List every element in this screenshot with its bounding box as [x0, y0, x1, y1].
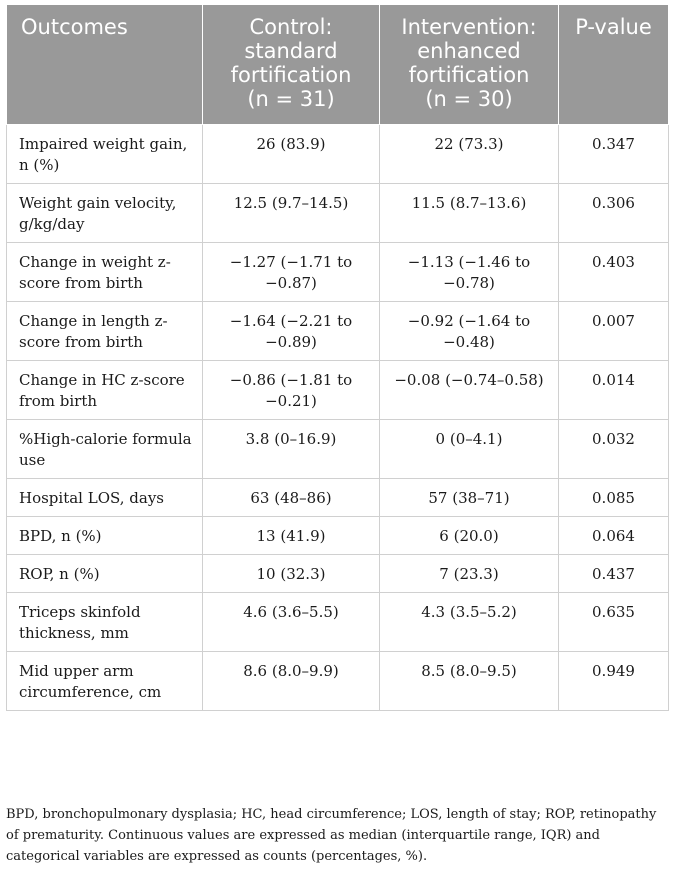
control-cell: 26 (83.9) [203, 125, 380, 184]
table-row [7, 555, 669, 593]
table-row [7, 593, 669, 652]
outcome-cell: Weight gain velocity, g/kg/day [7, 184, 203, 243]
p-value-cell: 0.949 [559, 652, 669, 711]
p-value-cell: 0.403 [559, 243, 669, 302]
table-row [7, 125, 669, 184]
header-intervention-line3: fortification [408, 63, 530, 87]
p-value-cell: 0.635 [559, 593, 669, 652]
header-p-value: P-value [559, 5, 669, 125]
header-control [203, 5, 380, 125]
intervention-cell: −0.08 (−0.74–0.58) [380, 361, 559, 420]
intervention-cell: 7 (23.3) [380, 555, 559, 593]
p-value-cell: 0.007 [559, 302, 669, 361]
p-value-cell: 0.347 [559, 125, 669, 184]
header-intervention [380, 5, 559, 125]
p-value-cell: 0.306 [559, 184, 669, 243]
header-control-line3: fortification [230, 63, 352, 87]
table-row [7, 184, 669, 243]
intervention-cell: −1.13 (−1.46 to −0.78) [380, 243, 559, 302]
intervention-cell: 57 (38–71) [380, 479, 559, 517]
table-row [7, 302, 669, 361]
p-value-cell: 0.032 [559, 420, 669, 479]
control-cell: 12.5 (9.7–14.5) [203, 184, 380, 243]
outcome-cell: BPD, n (%) [7, 517, 203, 555]
control-cell: −1.27 (−1.71 to −0.87) [203, 243, 380, 302]
table-row [7, 420, 669, 479]
outcome-cell: Change in HC z-score from birth [7, 361, 203, 420]
p-value-cell: 0.014 [559, 361, 669, 420]
outcome-cell: Mid upper arm circumference, cm [7, 652, 203, 711]
outcome-cell: %High-calorie formula use [7, 420, 203, 479]
intervention-cell: 22 (73.3) [380, 125, 559, 184]
control-cell: 10 (32.3) [203, 555, 380, 593]
p-value-cell: 0.085 [559, 479, 669, 517]
header-control-line1: Control: [249, 15, 333, 39]
control-cell: 8.6 (8.0–9.9) [203, 652, 380, 711]
intervention-cell: 0 (0–4.1) [380, 420, 559, 479]
intervention-cell: 8.5 (8.0–9.5) [380, 652, 559, 711]
control-cell: 4.6 (3.6–5.5) [203, 593, 380, 652]
outcome-cell: Impaired weight gain, n (%) [7, 125, 203, 184]
table-row [7, 479, 669, 517]
table-row [7, 517, 669, 555]
outcome-cell: Triceps skinfold thickness, mm [7, 593, 203, 652]
table-footnote: BPD, bronchopulmonary dysplasia; HC, head circumference; LOS, length of stay; ROP, retinopathy of prematurity. Continuous values are expressed as median (interquartile range, IQR) and categorical variables are expressed as counts (percentages, %). [6, 807, 657, 864]
header-control-n: (n = 31) [247, 87, 335, 111]
table-header-row [7, 5, 669, 125]
outcome-cell: ROP, n (%) [7, 555, 203, 593]
table-row [7, 243, 669, 302]
control-cell: 3.8 (0–16.9) [203, 420, 380, 479]
outcome-cell: Change in length z-score from birth [7, 302, 203, 361]
header-control-line2: standard [244, 39, 338, 63]
intervention-cell: 11.5 (8.7–13.6) [380, 184, 559, 243]
control-cell: −0.86 (−1.81 to −0.21) [203, 361, 380, 420]
outcome-cell: Change in weight z-score from birth [7, 243, 203, 302]
intervention-cell: 4.3 (3.5–5.2) [380, 593, 559, 652]
p-value-cell: 0.064 [559, 517, 669, 555]
header-intervention-line2: enhanced [417, 39, 521, 63]
intervention-cell: −0.92 (−1.64 to −0.48) [380, 302, 559, 361]
intervention-cell: 6 (20.0) [380, 517, 559, 555]
header-outcomes: Outcomes [7, 5, 203, 125]
control-cell: 13 (41.9) [203, 517, 380, 555]
header-intervention-n: (n = 30) [425, 87, 513, 111]
outcome-cell: Hospital LOS, days [7, 479, 203, 517]
control-cell: 63 (48–86) [203, 479, 380, 517]
control-cell: −1.64 (−2.21 to −0.89) [203, 302, 380, 361]
outcomes-table [6, 4, 669, 711]
table-row [7, 652, 669, 711]
header-intervention-line1: Intervention: [401, 15, 537, 39]
table-row [7, 361, 669, 420]
p-value-cell: 0.437 [559, 555, 669, 593]
